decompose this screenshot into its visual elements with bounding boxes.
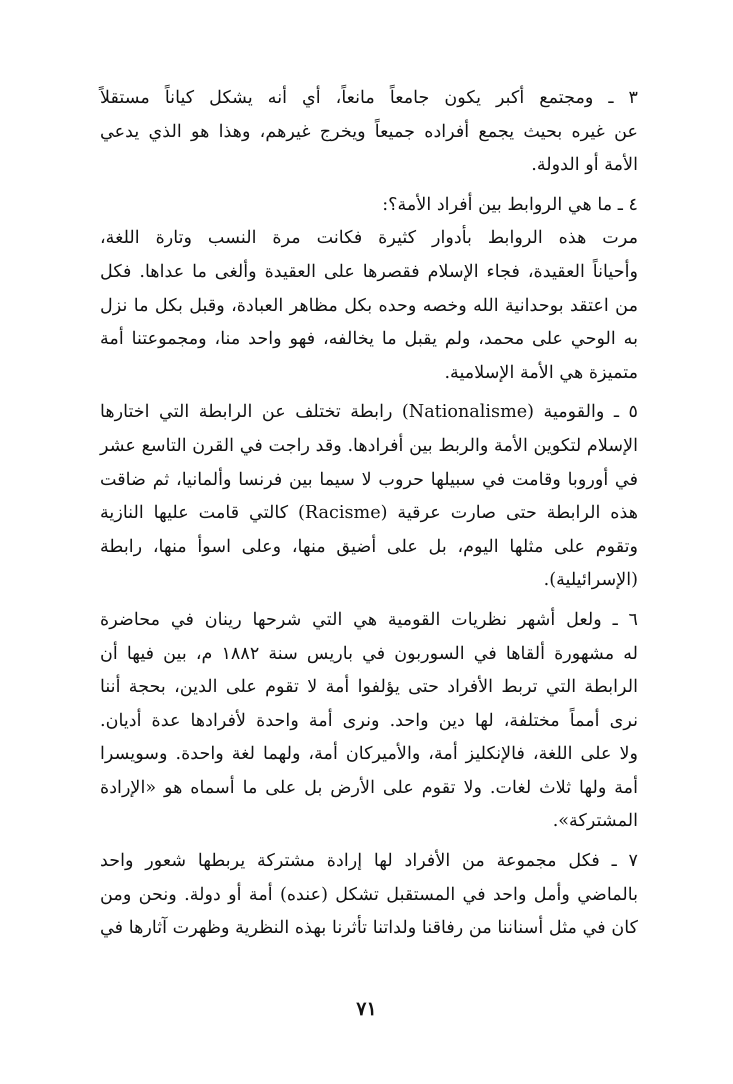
text-line: نرى أمماً مختلفة، لها دين واحد. ونرى أمة واحدة لأفرادها عدة أديان. — [100, 710, 638, 731]
text-line: في أوروبا وقامت في سبيلها حروب لا سيما بين فرنسا وألمانيا، ثم ضاقت — [100, 469, 638, 490]
paragraph-4 — [100, 189, 638, 391]
text-line: من اعتقد بوحدانية الله وخصه وحده بكل مظاهر العبادة، وقبل بكل ما نزل — [100, 295, 638, 316]
text-line: بالماضي وأمل واحد في المستقبل تشكل (عنده) أمة أو دولة. ونحن ومن — [100, 884, 638, 905]
text-line: ٦ ـ ولعل أشهر نظريات القومية هي التي شرحها رينان في محاضرة — [100, 609, 638, 630]
page-number: ٧١ — [356, 998, 377, 1020]
text-line: هذه الرابطة حتى صارت عرقية (Racisme) كالتي قامت عليها النازية — [100, 503, 638, 524]
paragraph-6 — [100, 604, 638, 839]
text-line: له مشهورة ألقاها في السوربون في باريس سنة ١٨٨٢ م، بين فيها أن — [100, 643, 638, 664]
text-line: ولا على اللغة، فالإنكليز أمة، والأميركان أمة، ولهما لغة واحدة. وسويسرا — [100, 744, 638, 765]
text-line: الأمة أو الدولة. — [531, 155, 638, 176]
text-line: أمة ولها ثلاث لغات. ولا تقوم على الأرض بل على ما أسماه هو «الإرادة — [100, 777, 638, 798]
paragraph-5 — [100, 396, 638, 598]
text-line: ٧ ـ فكل مجموعة من الأفراد لها إرادة مشتركة يربطها شعور واحد — [100, 851, 638, 872]
text-line: وأحياناً العقيدة، فجاء الإسلام فقصرها على العقيدة وألغى ما عداها. فكل — [100, 261, 638, 282]
text-line: كان في مثل أسناننا من رفاقنا ولداتنا تأثرنا بهذه النظرية وظهرت آثارها في — [100, 918, 638, 939]
text-line: الرابطة التي تربط الأفراد حتى يؤلفوا أمة لا تقوم على الدين، بحجة أننا — [100, 677, 638, 698]
text-line: ٥ ـ والقومية (Nationalisme) رابطة تختلف عن الرابطة التي اختارها — [100, 402, 638, 423]
text-line: عن غيره بحيث يجمع أفراده جميعاً ويخرج غيرهم، وهذا هو الذي يدعي — [100, 121, 638, 142]
text-line: وتقوم على مثلها اليوم، بل على أضيق منها، وعلى اسوأ منها، رابطة — [100, 536, 638, 557]
paragraph-7 — [100, 845, 638, 946]
text-line: مرت هذه الروابط بأدوار كثيرة فكانت مرة النسب وتارة اللغة، — [100, 228, 638, 249]
text-line: الإسلام لتكوين الأمة والربط بين أفرادها. وقد راجت في القرن التاسع عشر — [100, 435, 638, 456]
text-line: ٤ ـ ما هي الروابط بين أفراد الأمة؟: — [382, 194, 638, 215]
paragraph-3 — [100, 82, 638, 183]
text-line: به الوحي على محمد، ولم يقبل ما يخالفه، فهو واحد منا، ومجموعتنا أمة — [100, 329, 638, 350]
page-body — [100, 82, 638, 952]
text-line: ٣ ـ ومجتمع أكبر يكون جامعاً مانعاً، أي أنه يشكل كياناً مستقلاً — [100, 88, 638, 108]
text-line: (الإسرائيلية). — [543, 570, 638, 591]
text-line: متميزة هي الأمة الإسلامية. — [444, 362, 638, 383]
text-line: المشتركة». — [552, 811, 638, 832]
